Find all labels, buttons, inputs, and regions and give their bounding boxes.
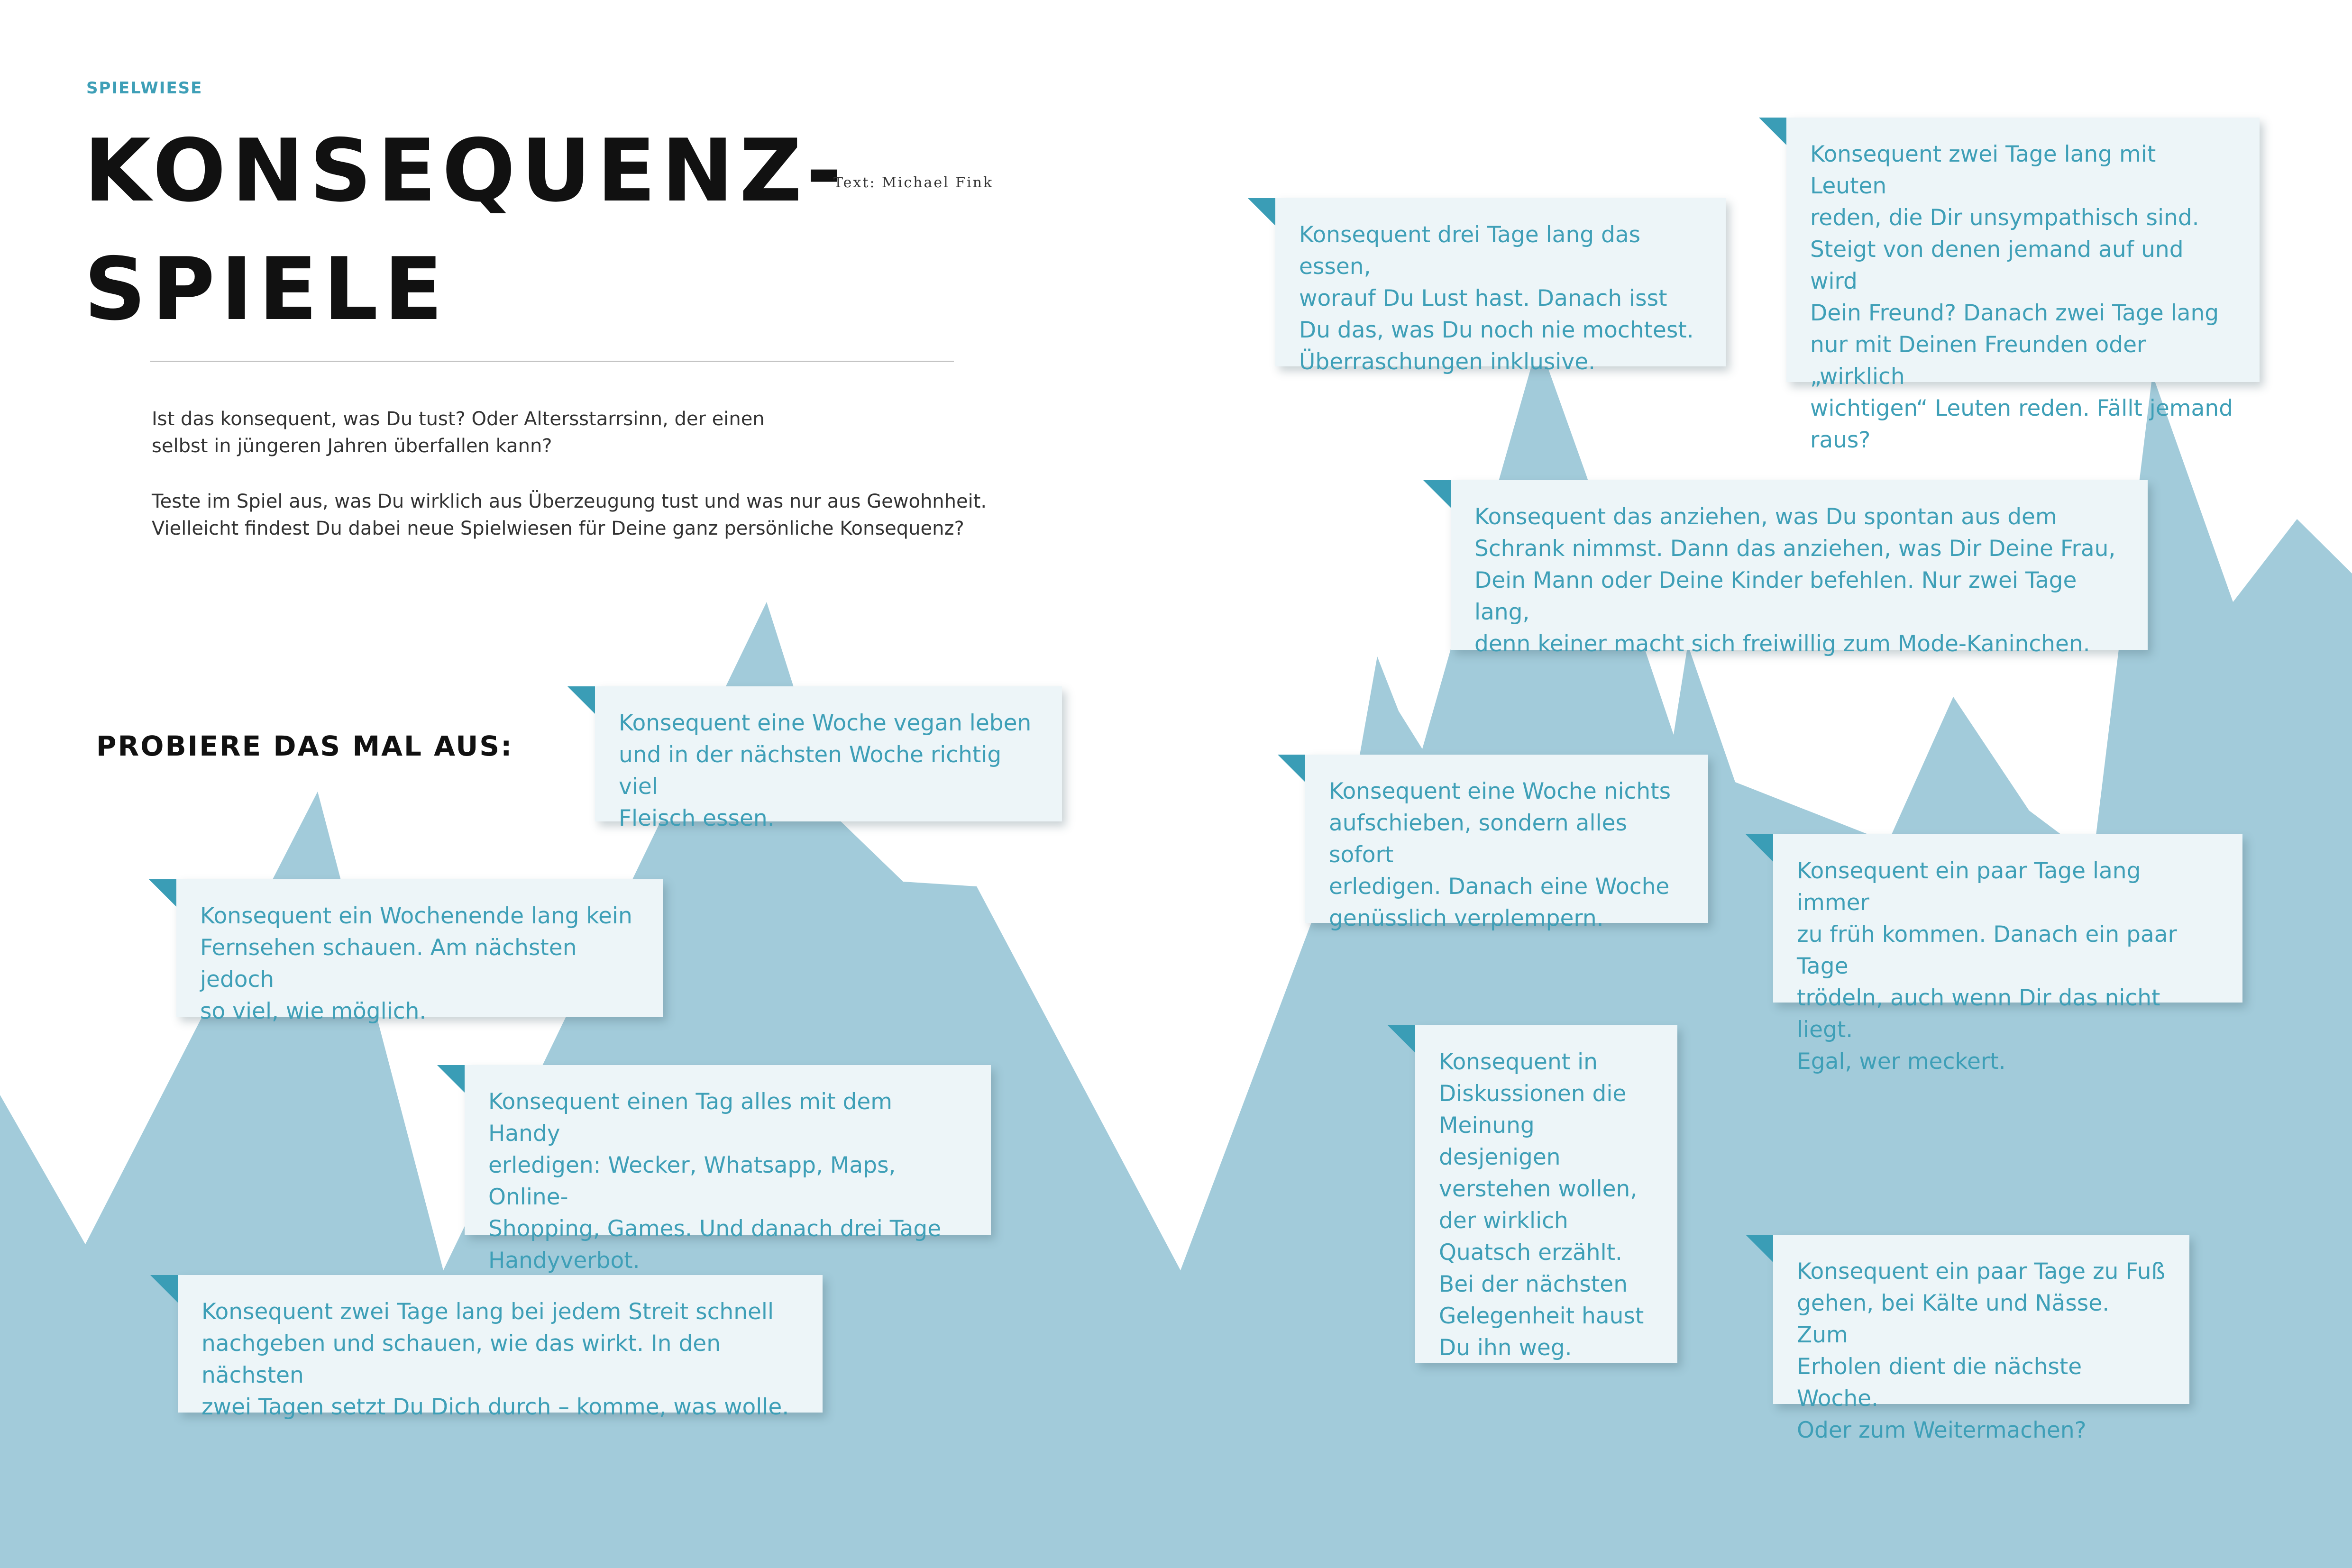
challenge-card-punctuality [1773,834,2242,1075]
challenge-card-tv [176,879,663,1024]
intro-paragraph-1: Ist das konsequent, was Du tust? Oder Altersstarrsinn, der einen selbst in jüngeren Jahren überfallen kann? [152,408,765,457]
challenge-card-text: Konsequent eine Woche vegan leben und in der nächsten Woche richtig viel Fleisch essen. [619,710,1032,831]
author-credit: Text: Michael Fink [833,174,994,191]
challenge-card-vegan [595,686,1062,831]
page-title: KONSEQUENZ- SPIELE [84,120,848,339]
challenge-card-text: Konsequent drei Tage lang das essen, worauf Du Lust hast. Danach isst Du das, was Du noch nie mochtest. Überraschungen inklusive. [1299,222,1694,375]
challenge-card-discussion [1415,1025,1677,1363]
challenge-card-text: Konsequent ein paar Tage zu Fuß gehen, bei Kälte und Nässe. Zum Erholen dient die nächste Woche. Oder zum Weitermachen? [1797,1258,2166,1443]
challenge-card-text: Konsequent einen Tag alles mit dem Handy erledigen: Wecker, Whatsapp, Maps, Online- Shopping, Games. Und danach drei Tage Handyverbot. [488,1089,942,1274]
challenge-card-text: Konsequent eine Woche nichts aufschieben, sondern alles sofort erledigen. Danach eine Woche genüsslich verplempern. [1329,778,1671,931]
challenge-card-argument [178,1275,823,1420]
challenge-card-text: Konsequent das anziehen, was Du spontan aus dem Schrank nimmst. Dann das anziehen, was Dir Deine Frau, Dein Mann oder Deine Kinder befehlen. Nur zwei Tage lang, denn keiner macht sich freiwillig zum Mode-Kaninchen. [1474,504,2116,657]
section-kicker: SPIELWIESE [86,79,203,98]
challenge-card-text: Konsequent in Diskussionen die Meinung desjenigen verstehen wollen, der wirklich Quatsch erzählt. Bei der nächsten Gelegenheit haust Du ihn weg. [1439,1049,1644,1361]
challenge-card-text: Konsequent zwei Tage lang bei jedem Streit schnell nachgeben und schauen, wie das wirkt. In den nächsten zwei Tagen setzt Du Dich durch – komme, was wolle. [201,1299,789,1420]
challenge-card-food [1275,198,1726,375]
challenge-card-text: Konsequent zwei Tage lang mit Leuten reden, die Dir unsympathisch sind. Steigt von denen jemand auf und wird Dein Freund? Danach zwei Tage lang nur mit Deinen Freunden oder „wirklich wichtigen“ Leuten reden. Fällt jemand raus? [1810,141,2233,453]
challenge-card-walking [1773,1235,2189,1443]
challenge-card-text: Konsequent ein Wochenende lang kein Fernsehen schauen. Am nächsten jedoch so viel, wie möglich. [200,903,632,1024]
challenge-card-clothes [1451,480,2148,657]
challenge-card-people [1786,118,2260,453]
section-subheading: PROBIERE DAS MAL AUS: [96,730,513,762]
intro-text [152,406,1052,542]
intro-paragraph-2: Teste im Spiel aus, was Du wirklich aus Überzeugung tust und was nur aus Gewohnheit. Vielleicht findest Du dabei neue Spielwiesen für Deine ganz persönliche Konsequenz? [152,491,987,539]
challenge-card-text: Konsequent ein paar Tage lang immer zu früh kommen. Danach ein paar Tage trödeln, auch wenn Dir das nicht liegt. Egal, wer meckert. [1797,858,2177,1075]
challenge-card-phone [465,1065,991,1274]
title-divider [150,361,954,362]
challenge-card-procrastination [1305,755,1708,931]
